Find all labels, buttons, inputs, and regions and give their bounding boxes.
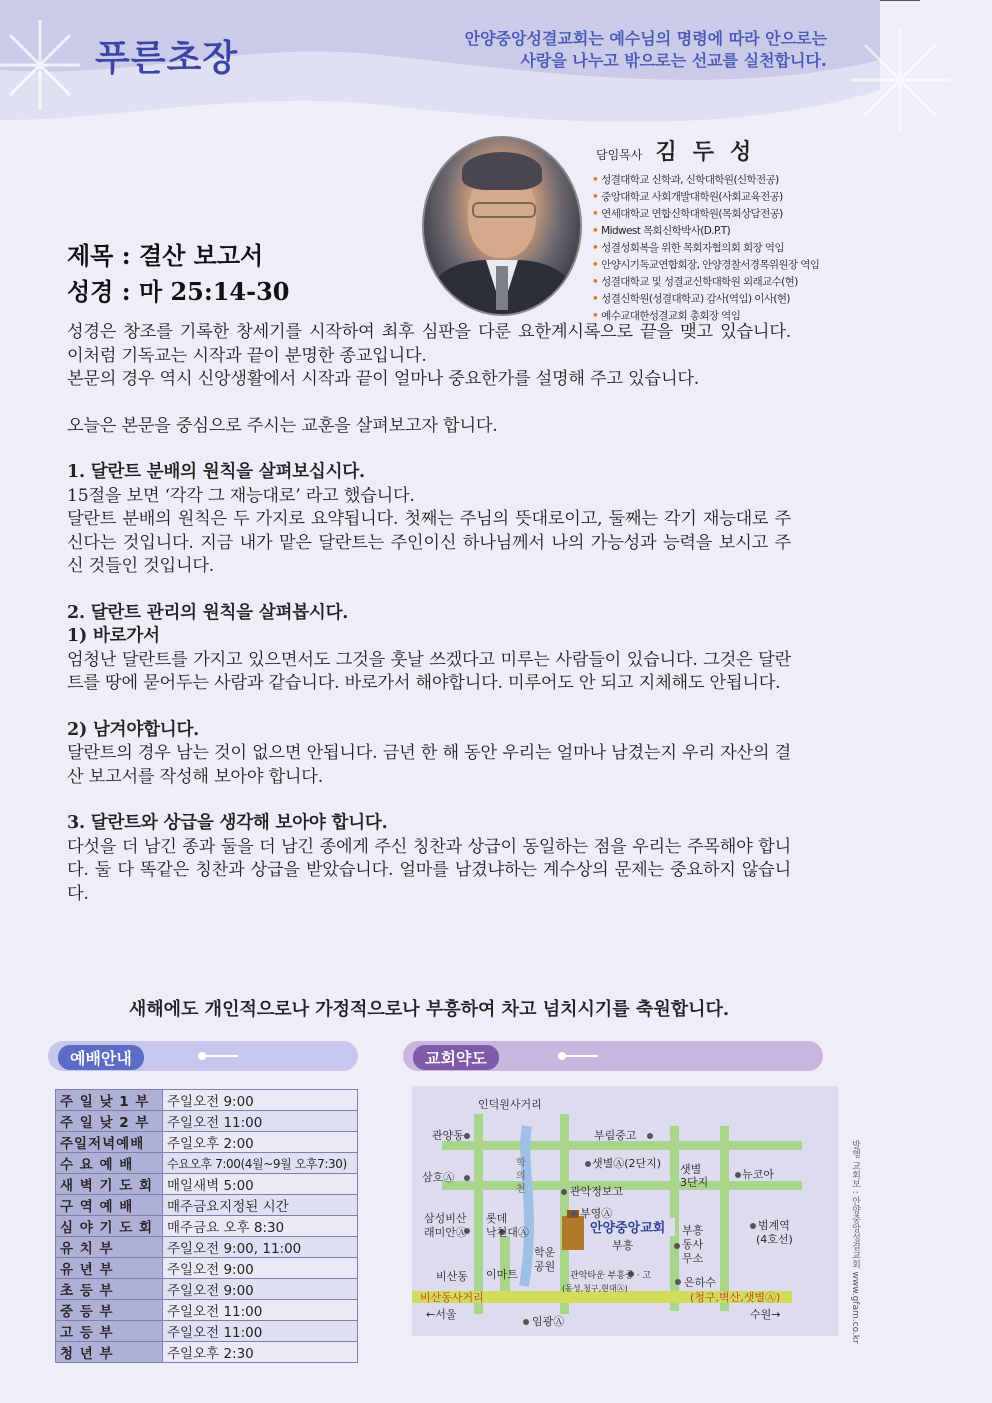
table-row [56, 1321, 358, 1342]
svg-text:천: 천 [516, 1184, 526, 1195]
table-row [56, 1153, 358, 1174]
svg-text:이마트: 이마트 [486, 1268, 518, 1281]
svg-text:삼호Ⓐ: 삼호Ⓐ [422, 1171, 455, 1184]
intro-paragraph: 오늘은 본문을 중심으로 주시는 교훈을 살펴보고자 합니다. [67, 415, 498, 436]
svg-text:(동성,청구,현대Ⓐ): (동성,청구,현대Ⓐ) [562, 1284, 628, 1293]
publisher-note: 발행 교회보 : 안양중앙성결교회 www.gfam.co.kr [850, 1140, 860, 1344]
point-2-sub-2-text: 달란트의 경우 남는 것이 없으면 안됩니다. 금년 한 해 동안 우리는 얼마나 남겼는지 우리 자산의 결산 보고서를 작성해 보아야 합니다. [67, 743, 791, 787]
service-name: 유 치 부 [56, 1237, 163, 1258]
point-1-text: 15절을 보면 ‘각각 그 재능대로’ 라고 했습니다. [67, 485, 415, 506]
point-2-sub-1-text: 엄청난 달란트를 가지고 있으면서도 그것을 훗날 쓰겠다고 미루는 사람들이 있습니다. 그것은 달란트를 땅에 묻어두는 사람과 같습니다. 바로가서 해야합니다. 미루어도 안 되고 지체해도 안됩니다. [67, 649, 791, 693]
svg-text:관양동: 관양동 [432, 1129, 464, 1142]
service-name: 고 등 부 [56, 1321, 163, 1342]
table-row [56, 1090, 358, 1111]
credential-item: • 연세대학교 연합신학대학원(목회상담전공) [592, 206, 856, 223]
service-name: 중 등 부 [56, 1300, 163, 1321]
svg-text:범계역: 범계역 [758, 1219, 790, 1232]
service-time: 주일오전 11:00 [163, 1111, 358, 1132]
svg-text:은하수: 은하수 [684, 1276, 716, 1289]
point-2-heading: 2. 달란트 관리의 원칙을 살펴봅시다. [67, 602, 349, 623]
service-time: 수요오후 7:00(4월~9월 오후7:30) [163, 1153, 358, 1174]
service-time: 주일오전 9:00 [163, 1258, 358, 1279]
point-1-text: 달란트 분배의 원칙은 두 가지로 요약됩니다. 첫째는 주님의 뜻대로이고, 둘째는 각기 재능대로 주신다는 것입니다. 지금 내가 맡은 달란트는 주인이신 하나님께서 나의 가능성과 능력을 보시고 주신 것들인 것입니다. [67, 509, 791, 576]
svg-text:임광Ⓐ: 임광Ⓐ [532, 1315, 565, 1328]
top-rule [880, 0, 920, 1]
table-row [56, 1279, 358, 1300]
pastor-name: 김두성 [655, 140, 768, 165]
svg-text:학: 학 [516, 1158, 526, 1169]
service-name: 초 등 부 [56, 1279, 163, 1300]
table-row [56, 1237, 358, 1258]
church-map-label: 교회약도 [413, 1045, 499, 1070]
point-2-sub-2: 2) 남겨야합니다. [67, 719, 200, 740]
worship-schedule-table [55, 1089, 358, 1363]
table-row [56, 1111, 358, 1132]
svg-text:공원: 공원 [534, 1260, 556, 1273]
svg-text:학운: 학운 [534, 1246, 556, 1259]
service-time: 주일오전 11:00 [163, 1321, 358, 1342]
church-location-map [412, 1086, 838, 1336]
church-slogan [465, 28, 827, 72]
map-dot-icon [464, 1133, 470, 1139]
credential-item: • Midwest 목회신학박사(D.P.T) [592, 223, 856, 240]
service-name: 심 야 기 도 회 [56, 1216, 163, 1237]
sermon-scripture: 성경 : 마 25:14-30 [67, 277, 290, 306]
table-row [56, 1174, 358, 1195]
worship-guide-header [48, 1041, 358, 1071]
service-time: 주일오전 11:00 [163, 1300, 358, 1321]
svg-text:의: 의 [516, 1171, 526, 1182]
service-time: 주일오전 9:00 [163, 1090, 358, 1111]
service-name: 구 역 예 배 [56, 1195, 163, 1216]
service-time: 매일새벽 5:00 [163, 1174, 358, 1195]
table-row [56, 1216, 358, 1237]
service-name: 청 년 부 [56, 1342, 163, 1363]
svg-text:낙천대Ⓐ: 낙천대Ⓐ [486, 1226, 529, 1239]
credential-item: • 중앙대학교 사회개발대학원(사회교육전공) [592, 189, 856, 206]
point-2-sub-1: 1) 바로가서 [67, 626, 160, 646]
point-3-heading: 3. 달란트와 상급을 생각해 보아야 합니다. [67, 813, 388, 833]
svg-text:무소: 무소 [682, 1252, 704, 1265]
credential-item: • 안양시기독교연합회장, 안양경찰서경목위원장 역임 [592, 257, 856, 274]
sermon-title: 제목 : 결산 보고서 [67, 241, 264, 270]
table-row [56, 1300, 358, 1321]
service-name: 새 벽 기 도 회 [56, 1174, 163, 1195]
svg-text:부흥: 부흥 [612, 1239, 634, 1252]
church-map-header [403, 1041, 823, 1071]
worship-guide-label: 예배안내 [58, 1045, 144, 1070]
service-time: 주일오후 2:00 [163, 1132, 358, 1153]
table-row [56, 1132, 358, 1153]
pastor-role: 담임목사 [596, 148, 643, 162]
svg-text:수원→: 수원→ [750, 1308, 781, 1321]
church-marker-label: 안양중앙교회 [590, 1221, 666, 1236]
svg-text:삼성비산: 삼성비산 [424, 1212, 467, 1225]
credential-item: • 성결대학교 신학과, 신학대학원(신학전공) [592, 172, 856, 189]
svg-text:관악정보고: 관악정보고 [570, 1185, 624, 1198]
service-time: 주일오전 9:00, 11:00 [163, 1237, 358, 1258]
slogan-line-1: 안양중앙성결교회는 예수님의 명령에 따라 안으로는 [464, 29, 827, 48]
point-1-heading: 1. 달란트 분배의 원칙을 살펴보십시다. [67, 462, 365, 482]
svg-text:래미안Ⓐ: 래미안Ⓐ [424, 1226, 467, 1239]
service-time: 매주금요지정된 시간 [163, 1195, 358, 1216]
svg-text:샛별: 샛별 [680, 1163, 702, 1176]
service-time: 매주금요 오후 8:30 [163, 1216, 358, 1237]
slogan-line-2: 사랑을 나누고 밖으로는 선교를 실천합니다. [520, 51, 827, 70]
svg-text:부영Ⓐ: 부영Ⓐ [580, 1207, 613, 1220]
point-3-text: 다섯을 더 남긴 종과 둘을 더 남긴 종에게 주신 칭찬과 상급이 동일하는 점을 우리는 주목해야 합니다. 둘 다 똑같은 칭찬과 상급을 받았습니다. 얼마를 남겼냐하는 계수상의 문제는 중요하지 않습니다. [67, 836, 791, 904]
intro-paragraph: 본문의 경우 역시 신앙생활에서 시작과 끝이 얼마나 중요한가를 설명해 주고 있습니다. [67, 369, 700, 389]
svg-text:(4호선): (4호선) [756, 1233, 793, 1246]
svg-text:관악타운 부흥중 · 고: 관악타운 부흥중 · 고 [570, 1271, 651, 1281]
svg-text:비산동사거리: 비산동사거리 [420, 1291, 484, 1304]
table-row [56, 1195, 358, 1216]
service-time: 주일오전 9:00 [163, 1279, 358, 1300]
intro-paragraph: 성경은 창조를 기록한 창세기를 시작하여 최후 심판을 다룬 요한계시록으로 끝을 맺고 있습니다. 이처럼 기독교는 시작과 끝이 분명한 종교입니다. [67, 322, 791, 366]
svg-text:뉴코아: 뉴코아 [742, 1168, 774, 1181]
svg-text:부흥: 부흥 [682, 1224, 704, 1237]
svg-text:3단지: 3단지 [680, 1176, 709, 1189]
service-time: 주일오후 2:30 [163, 1342, 358, 1363]
table-row [56, 1342, 358, 1363]
pastor-credentials [592, 172, 856, 325]
svg-text:동사: 동사 [682, 1238, 704, 1251]
service-name: 주 일 낮 2 부 [56, 1111, 163, 1132]
credential-item: • 성결성회복을 위한 목회자협의회 회장 역임 [592, 240, 856, 257]
closing-blessing: 새해에도 개인적으로나 가정적으로나 부흥하여 차고 넘치시기를 축원합니다. [128, 999, 730, 1020]
svg-text:롯데: 롯데 [486, 1212, 508, 1225]
credential-item: • 성결대학교 및 성결교신학대학원 외래교수(현) [592, 274, 856, 291]
credential-item: • 성결신학원(성결대학교) 감사(역임) 이사(현) [592, 291, 856, 308]
sermon-body [67, 321, 791, 906]
bulletin-logo: 푸른초장 [95, 38, 239, 79]
map-label: 인덕원사거리 [478, 1098, 542, 1111]
svg-text:샛별Ⓐ(2단지): 샛별Ⓐ(2단지) [592, 1157, 662, 1170]
pastor-photo [422, 136, 582, 316]
pastor-profile [596, 135, 856, 325]
svg-text:비산동: 비산동 [436, 1270, 468, 1283]
service-name: 수 요 예 배 [56, 1153, 163, 1174]
svg-text:←서울: ←서울 [426, 1308, 457, 1321]
service-name: 주 일 낮 1 부 [56, 1090, 163, 1111]
service-name: 주일저녁예배 [56, 1132, 163, 1153]
service-name: 유 년 부 [56, 1258, 163, 1279]
table-row [56, 1258, 358, 1279]
svg-text:부림중고: 부림중고 [594, 1129, 637, 1142]
svg-text:(청구,벽산,샛별Ⓐ): (청구,벽산,샛별Ⓐ) [690, 1291, 781, 1304]
credential-item: • 예수교대한성결교회 총회장 역임 [592, 308, 856, 325]
